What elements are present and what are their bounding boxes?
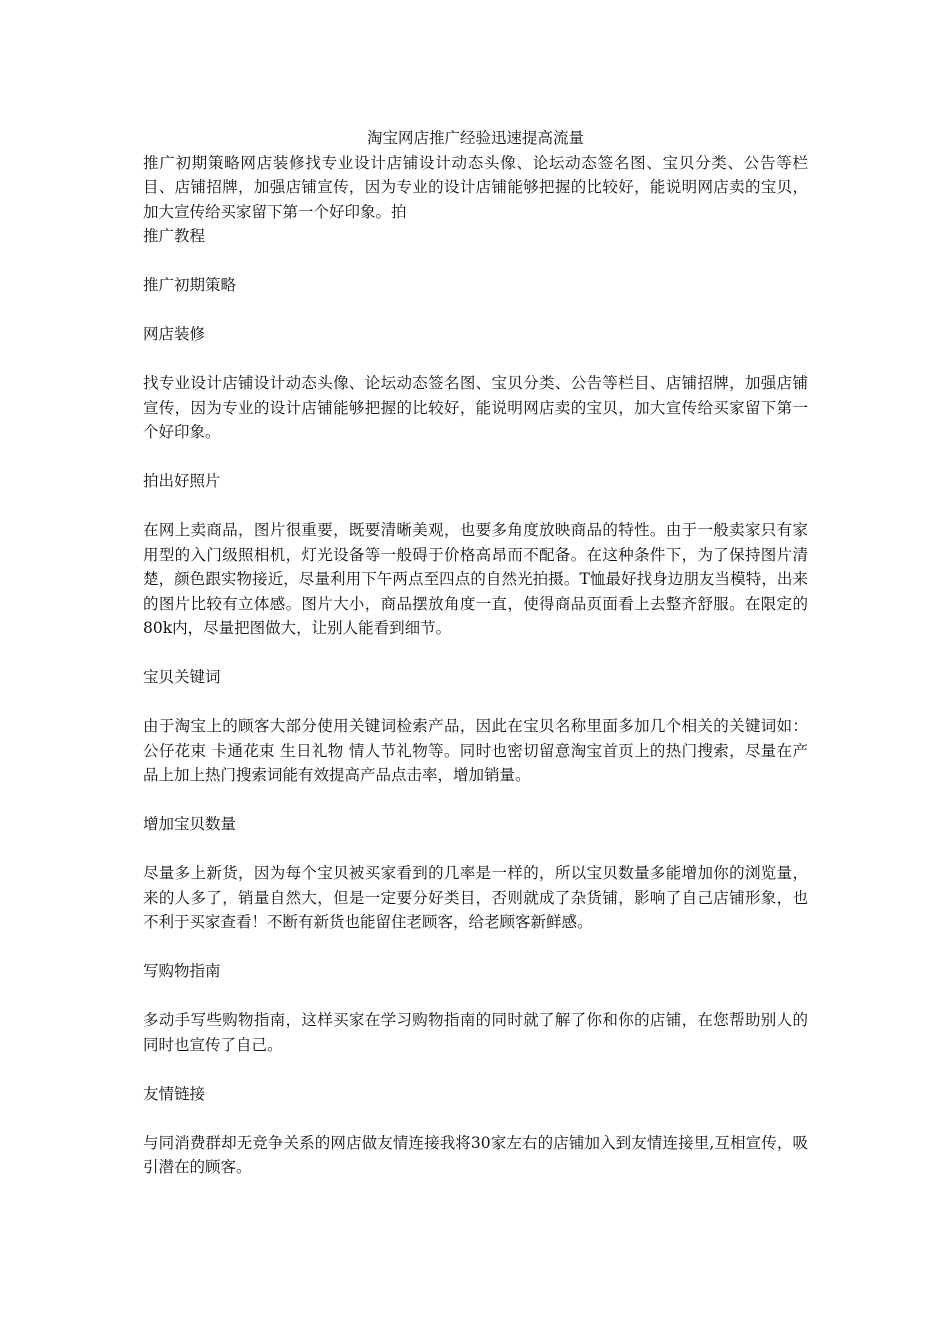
blank-line <box>143 788 808 813</box>
heading-keywords: 宝贝关键词 <box>143 668 221 686</box>
heading-tutorial: 推广教程 <box>143 227 206 245</box>
paragraph-links: 与同消费群却无竞争关系的网店做友情连接我将30家左右的店铺加入到友情连接里,互相宣传，吸引潜在的顾客。 <box>143 1133 808 1176</box>
document-title: 淘宝网店推广经验迅速提高流量 <box>366 129 584 147</box>
blank-line <box>143 641 808 666</box>
blank-line <box>143 298 808 323</box>
heading-quantity: 增加宝贝数量 <box>143 815 237 833</box>
blank-line <box>143 1057 808 1082</box>
paragraph-keywords: 由于淘宝上的顾客大部分使用关键词检索产品，因此在宝贝名称里面多加几个相关的关键词如：公仔花束 卡通花束 生日礼物 情人节礼物等。同时也密切留意淘宝首页上的热门搜索，尽量在产品上加上热门搜索词能有效提高产品点击率，增加销量。 <box>143 717 808 784</box>
blank-line <box>143 984 808 1009</box>
blank-line <box>143 837 808 862</box>
blank-line <box>143 1106 808 1131</box>
heading-decoration: 网店装修 <box>143 325 206 343</box>
blank-line <box>143 445 808 470</box>
document-page <box>143 126 808 1180</box>
heading-links: 友情链接 <box>143 1084 206 1103</box>
blank-line <box>143 690 808 715</box>
paragraph-quantity: 尽量多上新货，因为每个宝贝被买家看到的几率是一样的，所以宝贝数量多能增加你的浏览量，来的人多了，销量自然大，但是一定要分好类目，否则就成了杂货铺，影响了自己店铺形象，也不利于买家查看！不断有新货也能留住老顾客，给老顾客新鲜感。 <box>143 864 808 931</box>
paragraph-photo: 在网上卖商品，图片很重要，既要清晰美观，也要多角度放映商品的特性。由于一般卖家只有家用型的入门级照相机，灯光设备等一般碍于价格高昂而不配备。在这种条件下，为了保持图片清楚，颜色跟实物接近，尽量利用下午两点至四点的自然光拍摄。T恤最好找身边朋友当模特，出来的图片比较有立体感。图片大小，商品摆放角度一直，使得商品页面看上去整齐舒服。在限定的80k内，尽量把图做大，让别人能看到细节。 <box>143 521 808 637</box>
intro-paragraph: 推广初期策略网店装修找专业设计店铺设计动态头像、论坛动态签名图、宝贝分类、公告等栏目、店铺招牌，加强店铺宣传，因为专业的设计店铺能够把握的比较好，能说明网店卖的宝贝，加大宣传给买家留下第一个好印象。拍 <box>143 153 808 221</box>
paragraph-decoration: 找专业设计店铺设计动态头像、论坛动态签名图、宝贝分类、公告等栏目、店铺招牌，加强店铺宣传，因为专业的设计店铺能够把握的比较好，能说明网店卖的宝贝，加大宣传给买家留下第一个好印象。 <box>143 374 808 441</box>
heading-guide: 写购物指南 <box>143 962 221 980</box>
blank-line <box>143 494 808 519</box>
paragraph-guide: 多动手写些购物指南，这样买家在学习购物指南的同时就了解了你和你的店铺，在您帮助别人的同时也宣传了自己。 <box>143 1011 808 1054</box>
blank-line <box>143 347 808 372</box>
heading-photo: 拍出好照片 <box>143 472 221 490</box>
blank-line <box>143 935 808 960</box>
heading-strategy: 推广初期策略 <box>143 276 237 294</box>
blank-line <box>143 249 808 274</box>
